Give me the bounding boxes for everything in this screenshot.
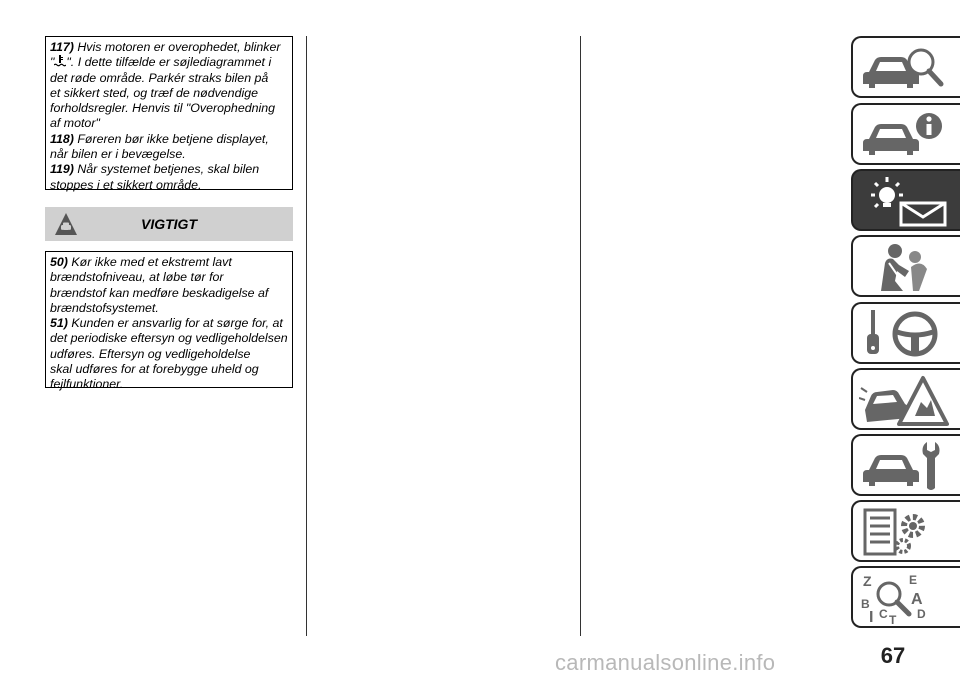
car-search-icon: [859, 42, 949, 94]
tab-maintenance[interactable]: [851, 434, 960, 496]
column-divider-right: [580, 36, 581, 636]
tab-index[interactable]: [851, 566, 960, 628]
car-info-icon: [859, 109, 949, 161]
coolant-temperature-icon: [54, 55, 66, 67]
tab-car-info[interactable]: [851, 103, 960, 165]
svg-text:C: C: [879, 607, 888, 621]
svg-text:B: B: [861, 597, 870, 611]
tab-car-search[interactable]: [851, 36, 960, 98]
warning-light-message-icon: [859, 175, 949, 227]
warning-notes-box: [45, 36, 293, 190]
svg-text:A: A: [911, 591, 923, 608]
car-crash-warning-icon: [859, 374, 949, 426]
svg-text:T: T: [889, 613, 897, 624]
tab-safety[interactable]: [851, 235, 960, 297]
page-number: 67: [880, 643, 906, 668]
tab-starting-driving[interactable]: [851, 302, 960, 364]
note-119: 119) Når systemet betjenes, skal bilen stoppes i et sikkert område.: [50, 162, 260, 192]
specifications-gears-icon: [859, 506, 949, 558]
important-header: [45, 207, 293, 241]
tab-emergency[interactable]: [851, 368, 960, 430]
tab-warning-lights[interactable]: [851, 169, 960, 231]
svg-text:Z: Z: [863, 573, 872, 589]
car-service-wrench-icon: [859, 440, 949, 492]
svg-text:I: I: [869, 609, 874, 624]
note-117: 117) Hvis motoren er overophedet, blinker " ". I dette tilfælde er søjlediagrammet i det røde område. Parkér straks bilen på et sikkert sted, og træf de nødvendige forholdsregler. Henvis til "Overophedning af motor": [50, 40, 281, 131]
tab-technical-data[interactable]: [851, 500, 960, 562]
note-50: 50) Kør ikke med et ekstremt lavt brændstofniveau, at løbe tør for brændstof kan medføre beskadigelse af brændstofsystemet.: [50, 255, 269, 315]
important-notes-box: [45, 251, 293, 392]
svg-text:E: E: [909, 573, 918, 587]
footer-watermark: carmanualsonline.info: [555, 650, 776, 675]
key-steering-wheel-icon: [859, 308, 949, 360]
column-divider-left: [306, 36, 307, 636]
important-title: VIGTIGT: [141, 216, 197, 232]
seat-airbag-icon: [859, 241, 949, 293]
note-118: 118) Føreren bør ikke betjene displayet, når bilen er i bevægelse.: [50, 131, 269, 162]
svg-text:D: D: [917, 607, 926, 621]
note-51: 51) Kunden er ansvarlig for at sørge for, at det periodiske eftersyn og vedligeholdelsen udføres. Eftersyn og vedligeholdelse skal udføres for at forebygge uheld og fejlfunktioner.: [50, 316, 288, 392]
alphabetical-index-icon: [859, 572, 949, 624]
